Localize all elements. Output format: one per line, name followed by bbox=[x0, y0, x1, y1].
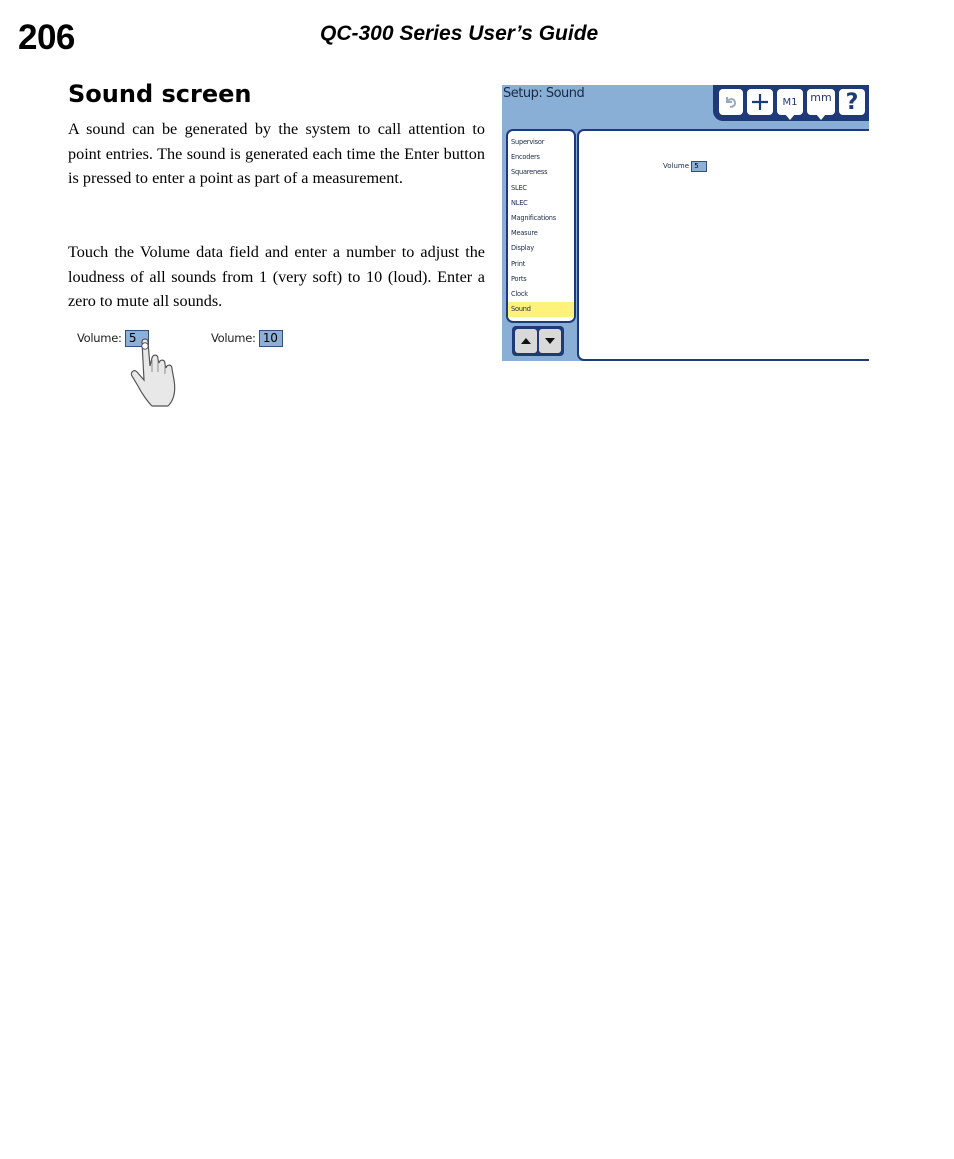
setup-sound-screen bbox=[502, 85, 869, 361]
running-title: QC-300 Series User’s Guide bbox=[320, 22, 599, 45]
screen-title: Setup: Sound bbox=[503, 86, 585, 101]
volume-setting bbox=[663, 161, 707, 172]
m1-button[interactable] bbox=[777, 89, 803, 115]
menu-item-print[interactable]: Print bbox=[511, 259, 526, 268]
volume-example-after bbox=[211, 330, 283, 347]
menu-item-squareness[interactable]: Squareness bbox=[511, 168, 548, 177]
scroll-down-button[interactable] bbox=[539, 329, 561, 353]
menu-item-ports[interactable]: Ports bbox=[511, 274, 527, 283]
help-button[interactable] bbox=[839, 89, 865, 115]
toolbar bbox=[713, 85, 869, 121]
undo-button[interactable] bbox=[719, 89, 743, 115]
menu-item-encoders[interactable]: Encoders bbox=[511, 153, 540, 162]
menu-item-supervisor[interactable]: Supervisor bbox=[511, 138, 545, 146]
menu-item-measure[interactable]: Measure bbox=[511, 229, 538, 238]
paragraph-volume: Touch the Volume data field and enter a number to adjust the loudness of all sounds from 1 (very soft) to 10 (loud). Enter a zero to mute all sounds. bbox=[68, 243, 485, 310]
setup-menu bbox=[506, 129, 576, 323]
pointing-hand-icon bbox=[128, 336, 194, 410]
up-arrow-icon bbox=[520, 337, 532, 345]
menu-item-clock[interactable]: Clock bbox=[511, 289, 528, 298]
undo-icon bbox=[723, 94, 739, 110]
volume-field[interactable]: 5 bbox=[125, 330, 149, 347]
m1-label: M1 bbox=[782, 96, 798, 108]
units-button[interactable] bbox=[807, 89, 835, 115]
section-heading: Sound screen bbox=[68, 80, 252, 108]
menu-item-sound[interactable]: Sound bbox=[508, 302, 574, 317]
add-button[interactable] bbox=[747, 89, 773, 115]
volume-label: Volume: bbox=[211, 331, 256, 345]
volume-field[interactable]: 10 bbox=[259, 330, 283, 347]
mm-label: mm bbox=[810, 91, 832, 104]
help-icon: ? bbox=[845, 89, 859, 115]
plus-icon bbox=[750, 92, 770, 112]
page-number: 206 bbox=[18, 18, 75, 57]
paragraph-intro: A sound can be generated by the system to call attention to point entries. The sound is generated each time the Enter button is pressed to enter a point as part of a measurement. bbox=[68, 120, 485, 187]
volume-label: Volume: bbox=[77, 331, 122, 345]
menu-item-nlec[interactable]: NLEC bbox=[511, 198, 528, 207]
menu-item-display[interactable]: Display bbox=[511, 244, 534, 253]
volume-label: Volume bbox=[663, 162, 690, 170]
menu-item-magnifications[interactable]: Magnifications bbox=[511, 213, 557, 222]
scroll-up-button[interactable] bbox=[515, 329, 537, 353]
menu-scroll-buttons bbox=[512, 326, 564, 356]
down-arrow-icon bbox=[544, 337, 556, 345]
menu-item-slec[interactable]: SLEC bbox=[511, 183, 527, 192]
volume-field[interactable]: 5 bbox=[691, 161, 707, 172]
sound-settings-panel bbox=[577, 129, 869, 361]
